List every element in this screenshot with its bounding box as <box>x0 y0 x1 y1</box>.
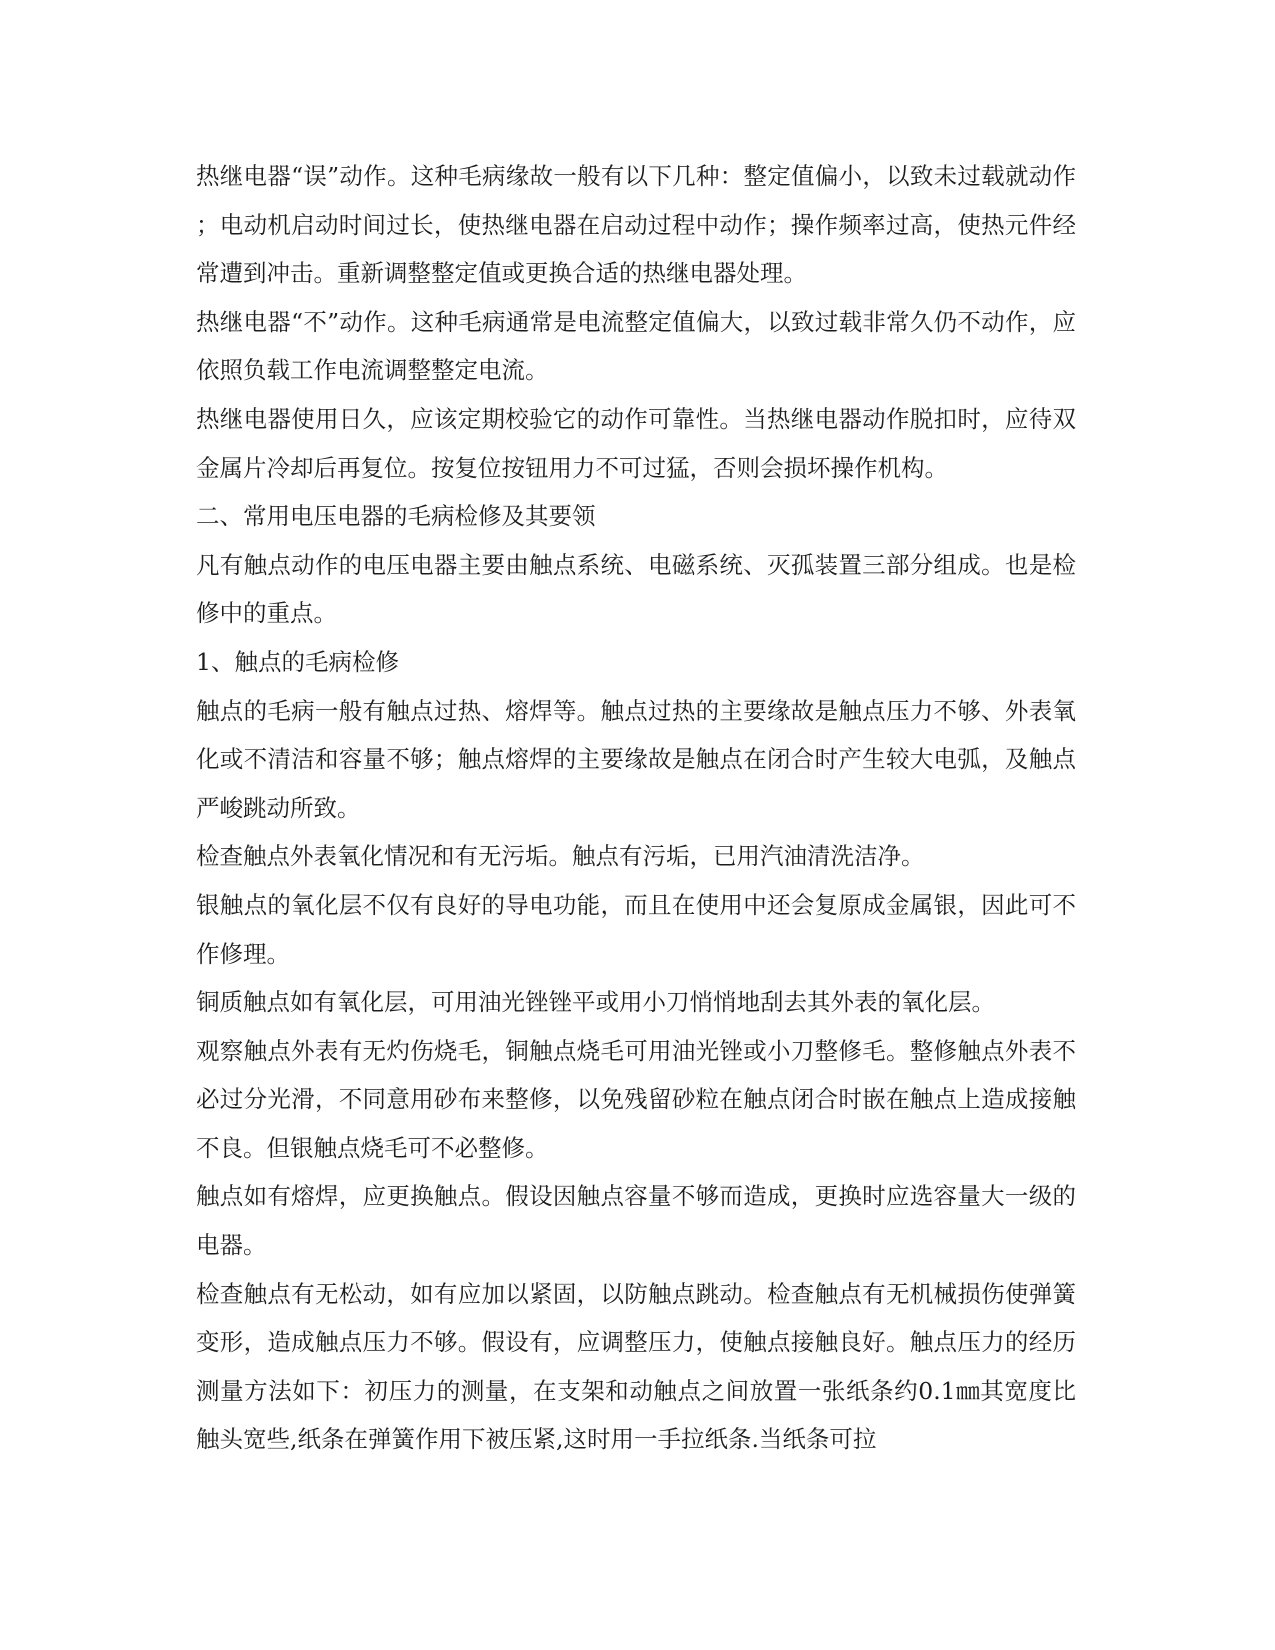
paragraph-burn-inspection: 观察触点外表有无灼伤烧毛，铜触点烧毛可用油光锉或小刀整修毛。整修触点外表不必过分光滑，不同意用砂布来整修，以免残留砂粒在触点闭合时嵌在触点上造成接触不良。但银触点烧毛可不必整修。 <box>196 1036 1076 1162</box>
paragraph-contact-faults: 触点的毛病一般有触点过热、熔焊等。触点过热的主要缘故是触点压力不够、外表氧化或不清洁和容量不够；触点熔焊的主要缘故是触点在闭合时产生较大电弧，及触点严峻跳动所致。 <box>196 696 1076 822</box>
paragraph-thermal-relay-false-trip: 热继电器“误”动作。这种毛病缘故一般有以下几种：整定值偏小，以致未过载就动作；电动机启动时间过长，使热继电器在启动过程中动作；操作频率过高，使热元件经常遭到冲击。重新调整整定值或更换合适的热继电器处理。 <box>196 162 1076 288</box>
paragraph-contact-welding: 触点如有熔焊，应更换触点。假设因触点容量不够而造成，更换时应选容量大一级的电器。 <box>196 1182 1076 1260</box>
section-heading-low-voltage-apparatus: 二、常用电压电器的毛病检修及其要领 <box>196 502 596 531</box>
paragraph-contact-pressure: 检查触点有无松动，如有应加以紧固，以防触点跳动。检查触点有无机械损伤使弹簧变形，造成触点压力不够。假设有，应调整压力，使触点接触良好。触点压力的经历测量方法如下：初压力的测量，在支架和动触点之间放置一张纸条约0.1㎜其宽度比触头宽些,纸条在弹簧作用下被压紧,这时用一手拉纸条.当纸条可拉 <box>196 1279 1076 1454</box>
paragraph-thermal-relay-maintenance: 热继电器使用日久，应该定期校验它的动作可靠性。当热继电器动作脱扣时，应待双金属片冷却后再复位。按复位按钮用力不可过猛，否则会损坏操作机构。 <box>196 404 1076 482</box>
paragraph-silver-contact: 银触点的氧化层不仅有良好的导电功能，而且在使用中还会复原成金属银，因此可不作修理。 <box>196 890 1076 968</box>
paragraph-copper-contact: 铜质触点如有氧化层，可用油光锉锉平或用小刀悄悄地刮去其外表的氧化层。 <box>196 988 995 1017</box>
paragraph-thermal-relay-no-trip: 热继电器“不”动作。这种毛病通常是电流整定值偏大，以致过载非常久仍不动作，应依照负载工作电流调整整定电流。 <box>196 307 1076 385</box>
document-body <box>196 152 1076 1464</box>
subsection-heading-contact-repair: 1、触点的毛病检修 <box>196 647 399 676</box>
paragraph-apparatus-composition: 凡有触点动作的电压电器主要由触点系统、电磁系统、灭孤装置三部分组成。也是检修中的重点。 <box>196 550 1076 628</box>
paragraph-check-oxidation: 检查触点外表氧化情况和有无污垢。触点有污垢，已用汽油清洗洁净。 <box>196 842 925 871</box>
